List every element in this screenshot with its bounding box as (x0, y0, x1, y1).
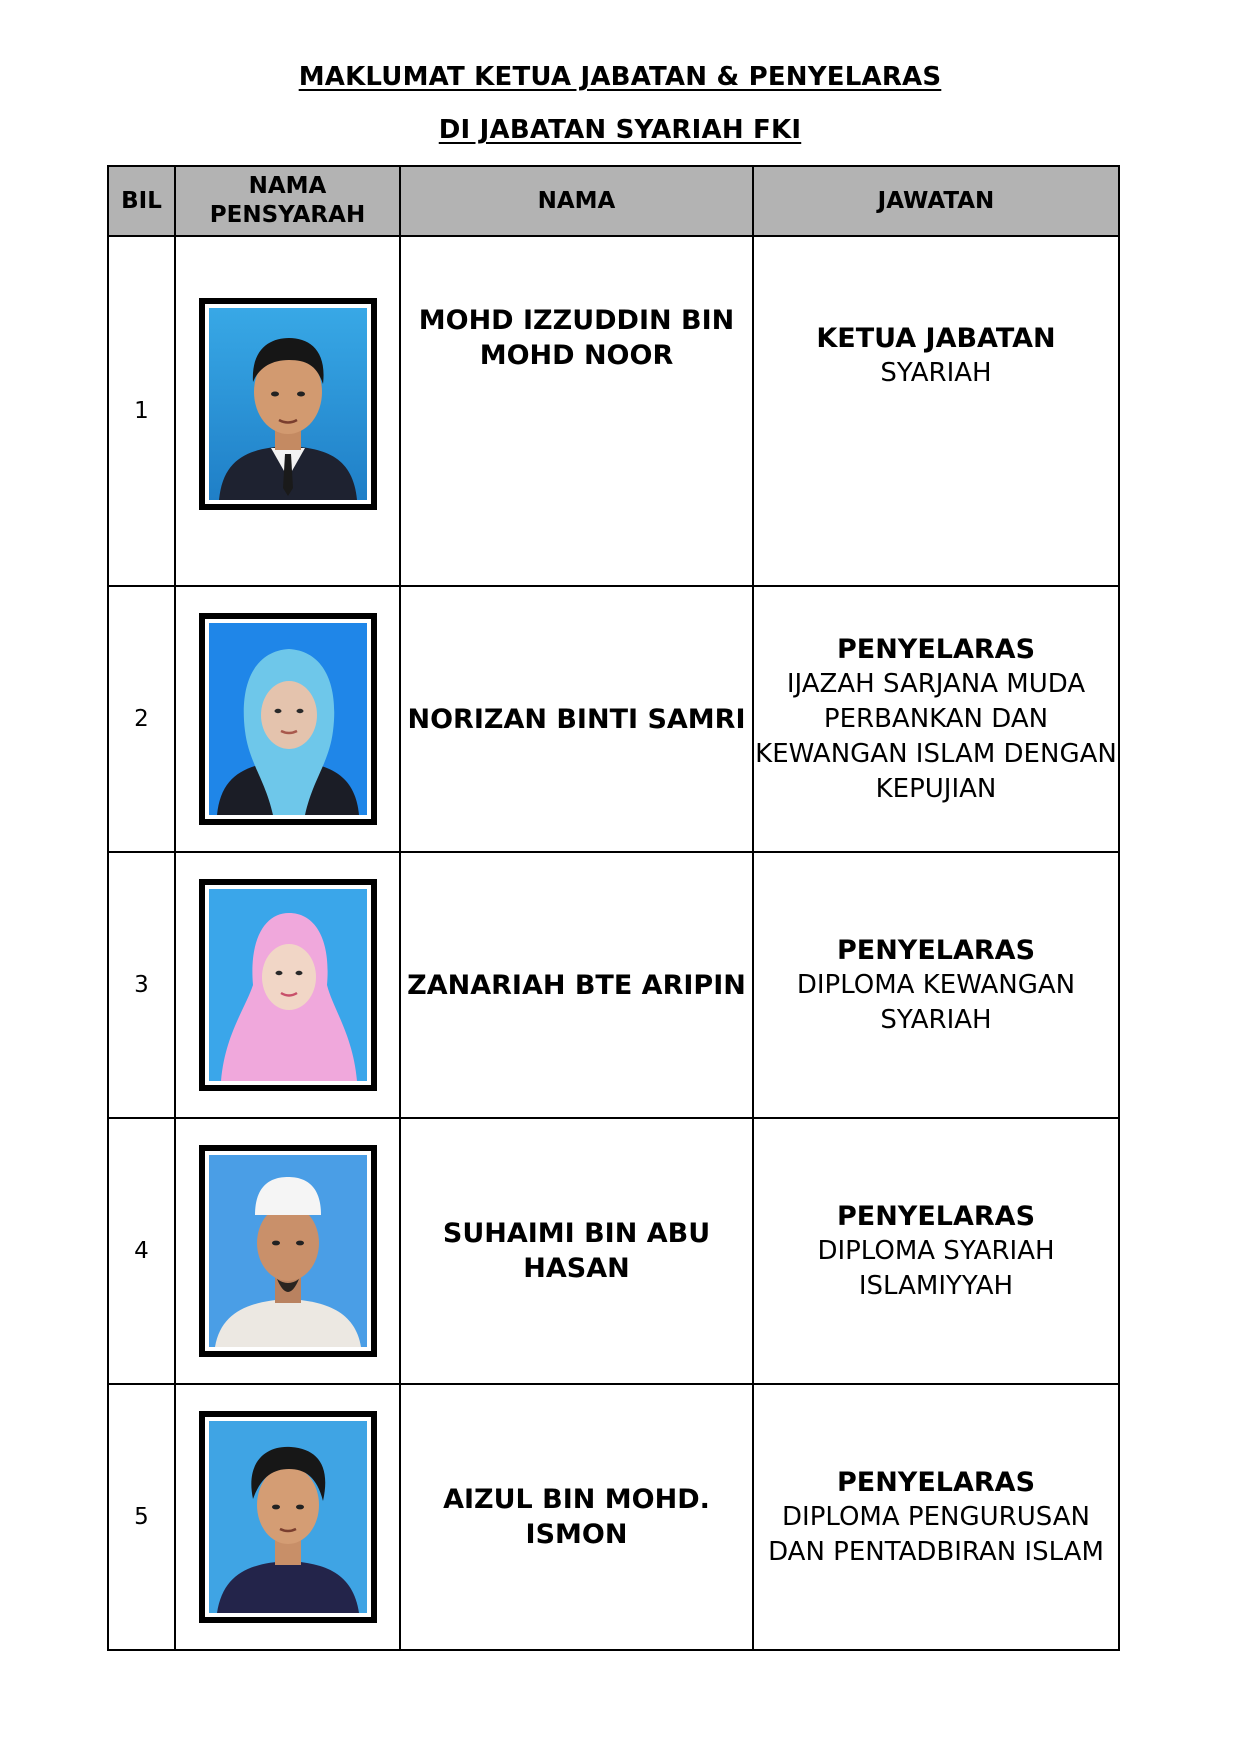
staff-position (753, 236, 1119, 586)
portrait-photo (205, 1151, 371, 1351)
staff-name: AIZUL BIN MOHD. ISMON (400, 1384, 753, 1650)
photo-cell (175, 236, 400, 586)
staff-name: ZANARIAH BTE ARIPIN (400, 852, 753, 1118)
portrait-frame (199, 1411, 377, 1623)
photo-cell (175, 1384, 400, 1650)
table-row (108, 586, 1119, 852)
position-description: DIPLOMA KEWANGAN SYARIAH (796, 969, 1076, 1035)
staff-position (753, 1118, 1119, 1384)
portrait-photo (205, 304, 371, 504)
photo-cell (175, 1118, 400, 1384)
staff-name: MOHD IZZUDDIN BIN MOHD NOOR (400, 236, 753, 586)
header-nama-pensyarah: NAMA PENSYARAH (175, 166, 400, 236)
portrait-frame (199, 298, 377, 510)
header-nama: NAMA (400, 166, 753, 236)
table-header-row (108, 166, 1119, 236)
row-number: 1 (108, 236, 175, 586)
table-row (108, 1118, 1119, 1384)
document-subtitle: DI JABATAN SYARIAH FKI (438, 115, 802, 145)
position-description: DIPLOMA SYARIAH ISLAMIYYAH (817, 1235, 1055, 1301)
staff-position (753, 1384, 1119, 1650)
staff-table (107, 165, 1120, 1651)
header-bil: BIL (108, 166, 175, 236)
table-row (108, 1384, 1119, 1650)
table-row (108, 852, 1119, 1118)
position-title: KETUA JABATAN (816, 323, 1056, 354)
row-number: 3 (108, 852, 175, 1118)
position-title: PENYELARAS (836, 1200, 1036, 1232)
photo-cell (175, 586, 400, 852)
document-title: MAKLUMAT KETUA JABATAN & PENYELARAS (298, 62, 942, 92)
portrait-photo (205, 619, 371, 819)
header-jawatan: JAWATAN (753, 166, 1119, 236)
row-number: 4 (108, 1118, 175, 1384)
position-title: PENYELARAS (836, 934, 1036, 966)
staff-name: SUHAIMI BIN ABU HASAN (400, 1118, 753, 1384)
portrait-photo (205, 885, 371, 1085)
portrait-frame (199, 1145, 377, 1357)
staff-name: NORIZAN BINTI SAMRI (400, 586, 753, 852)
portrait-photo (205, 1417, 371, 1617)
portrait-frame (199, 879, 377, 1091)
position-description: IJAZAH SARJANA MUDA PERBANKAN DAN KEWANGAN ISLAM DENGAN KEPUJIAN (755, 668, 1117, 804)
row-number: 5 (108, 1384, 175, 1650)
position-description: SYARIAH (880, 358, 992, 388)
position-title: PENYELARAS (836, 633, 1036, 665)
staff-position (753, 852, 1119, 1118)
photo-cell (175, 852, 400, 1118)
row-number: 2 (108, 586, 175, 852)
table-row (108, 236, 1119, 586)
staff-position (753, 586, 1119, 852)
portrait-frame (199, 613, 377, 825)
position-title: PENYELARAS (836, 1466, 1036, 1498)
position-description: DIPLOMA PENGURUSAN DAN PENTADBIRAN ISLAM (768, 1501, 1104, 1567)
